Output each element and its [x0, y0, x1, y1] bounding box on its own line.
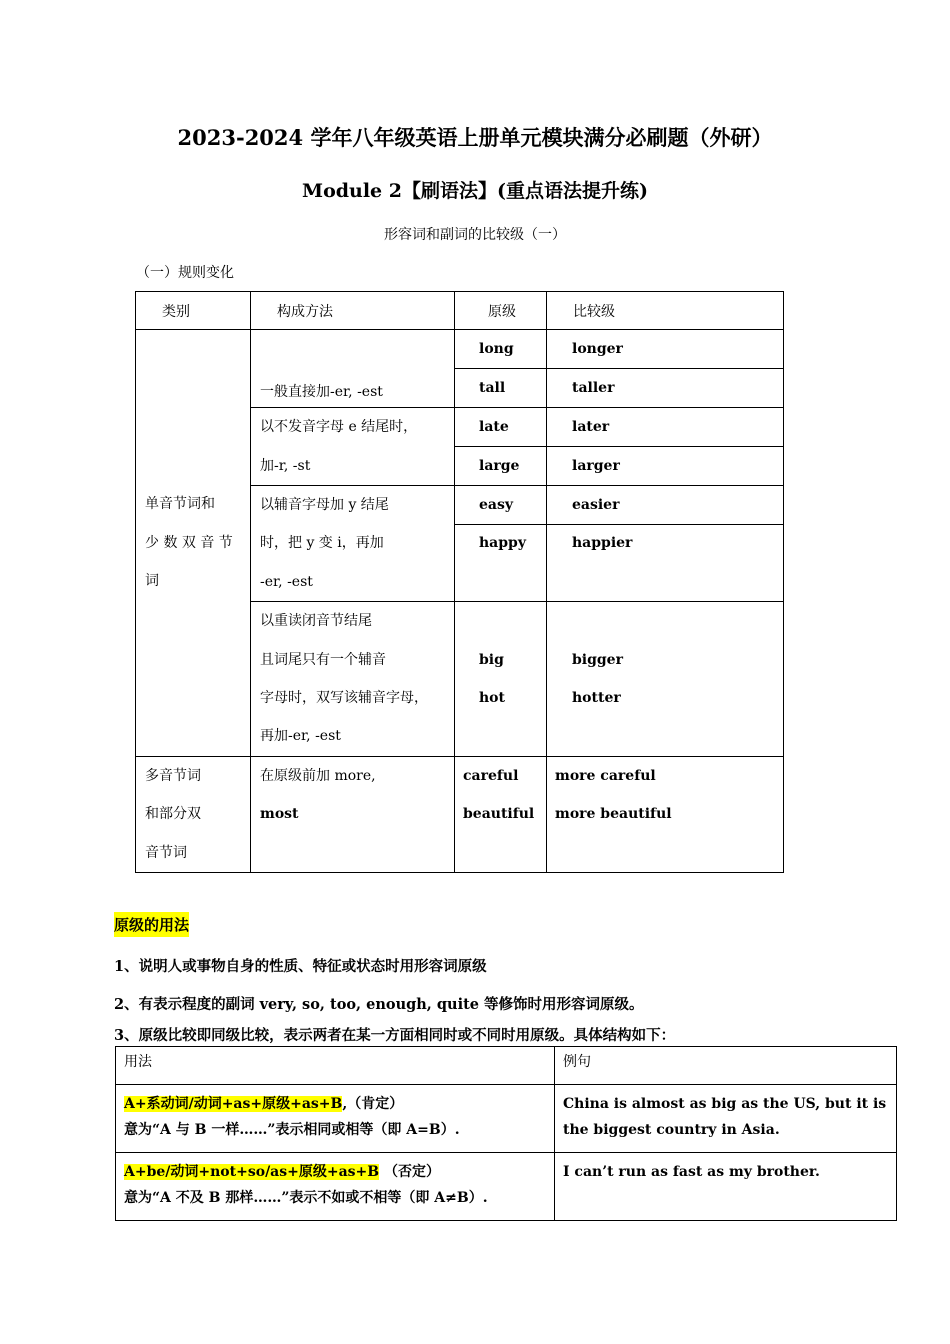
comparative-word: later: [547, 408, 784, 447]
header-example: 例句: [555, 1047, 897, 1085]
table-row: [116, 1085, 897, 1153]
comparative-word: larger: [547, 447, 784, 486]
header-usage: 用法: [116, 1047, 555, 1085]
usage-cell: A+系动词/动词+as+原级+as+B,（肯定） 意为“A 与 B 一样……”表示相同或相等（即 A=B）.: [116, 1085, 555, 1153]
rule-3: 3、原级比较即同级比较，表示两者在某一方面相同时或不同时用原级。具体结构如下：: [114, 1027, 676, 1044]
usage-title: 原级的用法: [114, 912, 189, 937]
example-cell: I can’t run as fast as my brother.: [555, 1153, 897, 1221]
table-header-row: [116, 1047, 897, 1085]
rule-cell-5: 在原级前加 more, most: [251, 756, 455, 872]
base-word: large: [455, 447, 547, 486]
comparative-word-cell: more careful more beautiful: [547, 756, 784, 872]
example-cell: China is almost as big as the US, but it is the biggest country in Asia.: [555, 1085, 897, 1153]
rule-1: 1、说明人或事物自身的性质、特征或状态时用形容词原级: [114, 958, 487, 975]
rule-cell-2: 以不发音字母 e 结尾时， 加-r, -st: [251, 408, 455, 486]
header-category: 类别: [136, 292, 251, 330]
module-title: Module 2【刷语法】(重点语法提升练): [302, 180, 648, 202]
comparative-word: happier: [547, 525, 784, 602]
table-row: [116, 1153, 897, 1221]
base-word: happy: [455, 525, 547, 602]
pattern-highlight: A+系动词/动词+as+原级+as+B: [124, 1096, 343, 1112]
rule-2: 2、有表示程度的副词 very, so, too, enough, quite 等修饰时用形容词原级。: [114, 996, 644, 1013]
header-method: 构成方法: [251, 292, 455, 330]
comparative-word: longer: [547, 330, 784, 369]
meaning: 意为“A 不及 B 那样……”表示不如或不相等（即 A≠B）.: [124, 1190, 488, 1206]
base-word-cell: careful beautiful: [455, 756, 547, 872]
base-word: tall: [455, 369, 547, 408]
subtitle: 形容词和副词的比较级（一）: [384, 227, 566, 243]
base-word: long: [455, 330, 547, 369]
rule-cell-4: 以重读闭音节结尾 且词尾只有一个辅音 字母时，双写该辅音字母， 再加-er, -est: [251, 602, 455, 757]
base-word: easy: [455, 486, 547, 525]
header-comparative: 比较级: [547, 292, 784, 330]
pattern-highlight: A+be/动词+not+so/as+原级+as+B: [124, 1164, 380, 1180]
meaning: 意为“A 与 B 一样……”表示相同或相等（即 A=B）.: [124, 1122, 460, 1138]
category-cell-1: 单音节词和 少 数 双 音 节 词: [136, 330, 251, 757]
base-word: late: [455, 408, 547, 447]
table-header-row: [136, 292, 784, 330]
page-title: 2023-2024 学年八年级英语上册单元模块满分必刷题（外研）: [177, 125, 773, 150]
header-base: 原级: [455, 292, 547, 330]
section-heading: （一）规则变化: [136, 265, 234, 281]
rule-cell-3: 以辅音字母加 y 结尾 时，把 y 变 i，再加 -er, -est: [251, 486, 455, 602]
comparative-word: easier: [547, 486, 784, 525]
base-word-cell: big hot: [455, 602, 547, 757]
category-cell-2: 多音节词 和部分双 音节词: [136, 756, 251, 872]
comparative-word: taller: [547, 369, 784, 408]
comparative-word-cell: bigger hotter: [547, 602, 784, 757]
usage-cell: A+be/动词+not+so/as+原级+as+B （否定） 意为“A 不及 B 那样……”表示不如或不相等（即 A≠B）.: [116, 1153, 555, 1221]
rule-cell-1: 一般直接加-er, -est: [251, 330, 455, 408]
positive-degree-table: [115, 1046, 897, 1221]
comparative-rules-table: [135, 291, 784, 873]
